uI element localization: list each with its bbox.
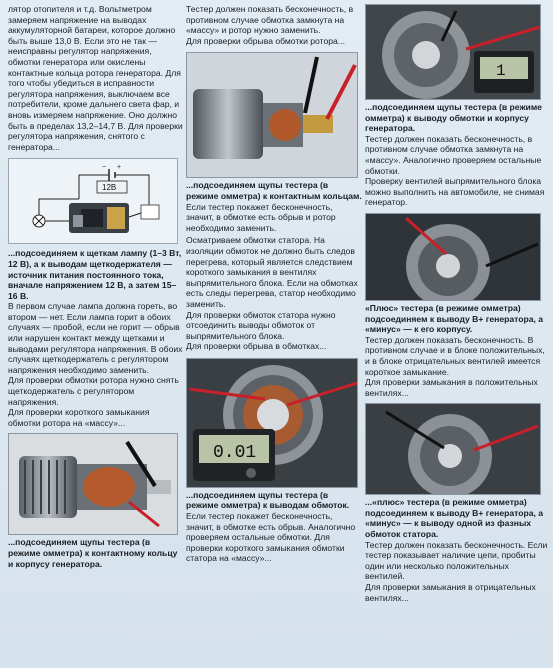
col1-text-2: В первом случае лампа должна гореть, во втором — нет. Если лампа горит в обоих случаях — пробой, если не горит — обрыв или нарушен контакт между щетками и выводами регулятора напряжения. В обоих случаях щеткодержатель с регулятором напряжения необходимо заменить. xyxy=(8,301,183,375)
col2-text-6: Для проверки обрыва в обмотках... xyxy=(186,341,327,352)
col2-text-4: Осматриваем обмотки статора. На изоляции обмоток не должно быть следов перегрева, который является следствием короткого замыкания в вентилях выпрямительного блока. Если на обмотках есть следы перегрева, статор необходимо заменить. xyxy=(186,235,358,309)
column-2 xyxy=(186,4,362,564)
col2-text-2: Для проверки обрыва обмотки ротора... xyxy=(186,35,345,46)
col3-text-5: Тестер должен показать бесконечность. Если тестер показывает наличие цепи, пробиты один или несколько положительных вентилей. xyxy=(365,539,548,582)
rotor-rings-photo xyxy=(186,52,358,178)
regulator-circuit-drawing xyxy=(9,159,178,244)
col1-text-1: лятор отопителя и т.д. Вольтметром замеряем напряжение на выводах аккумуляторной батареи, которое должно быть выше 13,0 В. Если это не так — неисправны регулятор напряжения, обмотки генератора или окислены контактные кольца ротора генератора. Для того чтобы убедиться в исправности регулятора напряжения, выключаем все потребители, кроме дальнего света фар, и вновь измеряем напряжение. Оно должно быть в пределах 13,2–14,7 В. Для проверки регулятора напряжения, снятого с генератора... xyxy=(8,4,183,152)
column-3 xyxy=(365,4,548,603)
col3-text-3: Тестер должен показать бесконечность. В противном случае и в блоке положительных, и в блоке отрицательных вентилей имеется короткое замыкание. xyxy=(365,334,545,377)
col2-caption-1: ...подсоединяем щупы тестера (в режиме омметра) к контактным кольцам. xyxy=(186,180,362,201)
col3-text-4: Для проверки замыкания в положительных вентилях... xyxy=(365,377,538,398)
col3-text-1: Тестер должен показать бесконечность, в противном случае обмотка замкнута на «массу». Аналогично проверяем остальные обмотки. xyxy=(365,133,542,176)
rectifier-phase-photo xyxy=(365,403,541,495)
rotor-drawing xyxy=(9,434,178,535)
stator-ground-drawing xyxy=(366,5,541,100)
svg-text:+: + xyxy=(117,164,122,172)
col2-text-1: Тестер должен показать бесконечность, в противном случае обмотка замкнута на «массу» и ротор нужно заменить. xyxy=(186,4,354,36)
diagram-voltage-label: 12В xyxy=(102,183,117,193)
regulator-diagram xyxy=(8,158,178,244)
stator-meter-value: 0.01 xyxy=(213,442,257,463)
stator-drawing xyxy=(187,359,358,488)
col2-caption-2: ...подсоединяем щупы тестера (в режиме омметра) к выводам обмоток. xyxy=(186,489,350,511)
column-1 xyxy=(8,4,184,569)
rectifier-bplus-photo xyxy=(365,213,541,301)
stator-ground-photo xyxy=(365,4,541,100)
ground-meter-value: 1 xyxy=(496,62,506,80)
col2-text-3: Если тестер покажет бесконечность, значит, в обмотке есть обрыв и ротор необходимо заменить. xyxy=(186,201,336,233)
col3-caption-3: ...«плюс» тестера (в режиме омметра) подсоединяем к выводу В+ генератора, а «минус» — к выводу одной из фазных обмоток статора. xyxy=(365,497,544,540)
col3-text-2: Проверку вентилей выпрямительного блока можно выполнить на автомобиле, не снимая генератор. xyxy=(365,176,545,208)
stator-windings-photo xyxy=(186,358,358,488)
rectifier-bplus-drawing xyxy=(366,214,541,301)
col1-caption-1: ...подсоединяем к щеткам лампу (1–3 Вт, 12 В), а к выводам щеткодержателя — источник питания постоянного тока, вначале напряжением 12 В, а затем 15–16 В. xyxy=(8,248,182,301)
rotor-rings-drawing xyxy=(187,53,358,178)
rectifier-phase-drawing xyxy=(366,404,541,495)
col2-text-5: Для проверки обмоток статора нужно отсоединить выводы обмоток от выпрямительного блока. xyxy=(186,309,336,341)
rotor-ring-photo xyxy=(8,433,178,535)
col2-text-7: Если тестер покажет бесконечность, значит, в обмотке есть обрыв. Аналогично проверяем остальные обмотки. Для проверки короткого замыкания обмотки статора на «массу»... xyxy=(186,511,356,564)
col1-caption-2: ...подсоединяем щупы тестера (в режиме омметра) к контактному кольцу и корпусу генератора. xyxy=(8,537,178,569)
col3-text-6: Для проверки замыкания в отрицательных вентилях... xyxy=(365,582,536,603)
col3-caption-2: «Плюс» тестера (в режиме омметра) подсоединяем к выводу В+ генератора, а «минус» — к его корпусу. xyxy=(365,302,544,335)
col1-text-3: Для проверки обмотки ротора нужно снять щеткодержатель с регулятором напряжения. xyxy=(8,375,179,407)
svg-text:−: − xyxy=(102,164,107,172)
col3-caption-1: ...подсоединяем щупы тестера (в режиме омметра) к выводу обмотки и корпусу генератора. xyxy=(365,102,542,134)
col1-text-4: Для проверки короткого замыкания обмотки ротора на «массу»... xyxy=(8,407,150,428)
